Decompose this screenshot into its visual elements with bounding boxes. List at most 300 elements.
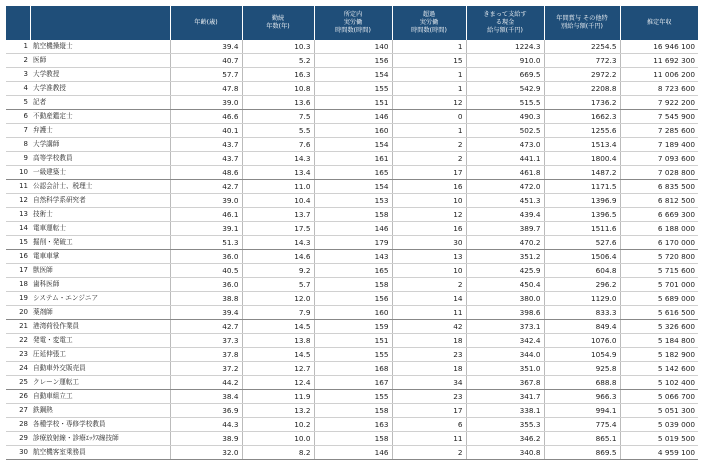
bonus-cell: 1396.9: [544, 194, 620, 208]
bonus-cell: 527.6: [544, 236, 620, 250]
overtime-hours-cell: 18: [392, 362, 466, 376]
table-row: [6, 96, 698, 110]
table-row: [6, 68, 698, 82]
age-cell: 36.0: [170, 250, 242, 264]
scheduled-hours-cell: 160: [314, 124, 392, 138]
annual-income-cell: 11 006 200: [620, 68, 698, 82]
overtime-hours-cell: 12: [392, 96, 466, 110]
overtime-hours-cell: 34: [392, 376, 466, 390]
tenure-cell: 10.4: [242, 194, 314, 208]
table-row: [6, 334, 698, 348]
age-cell: 57.7: [170, 68, 242, 82]
table-row: [6, 180, 698, 194]
annual-income-cell: 7 189 400: [620, 138, 698, 152]
bonus-cell: 688.8: [544, 376, 620, 390]
occupation-cell: 不動産鑑定士: [30, 110, 170, 124]
rank-cell: 21: [6, 320, 30, 334]
table-row: [6, 124, 698, 138]
annual-income-cell: 5 051 300: [620, 404, 698, 418]
tenure-cell: 13.8: [242, 334, 314, 348]
tenure-cell: 12.7: [242, 362, 314, 376]
age-cell: 46.6: [170, 110, 242, 124]
rank-cell: 25: [6, 376, 30, 390]
table-row: [6, 390, 698, 404]
annual-income-cell: 7 285 600: [620, 124, 698, 138]
occupation-cell: 圧延伸張工: [30, 348, 170, 362]
rank-cell: 23: [6, 348, 30, 362]
scheduled-hours-cell: 179: [314, 236, 392, 250]
occupation-cell: 公認会計士、税理士: [30, 180, 170, 194]
tenure-cell: 13.2: [242, 404, 314, 418]
monthly-salary-cell: 470.2: [466, 236, 544, 250]
monthly-salary-cell: 351.0: [466, 362, 544, 376]
monthly-salary-cell: 398.6: [466, 306, 544, 320]
age-cell: 43.7: [170, 138, 242, 152]
monthly-salary-cell: 450.4: [466, 278, 544, 292]
occupation-cell: 一級建築士: [30, 166, 170, 180]
header-age: 年齢(歳): [170, 6, 242, 40]
occupation-cell: 獣医師: [30, 264, 170, 278]
monthly-salary-cell: 373.1: [466, 320, 544, 334]
annual-income-cell: 8 723 600: [620, 82, 698, 96]
scheduled-hours-cell: 158: [314, 208, 392, 222]
table-row: [6, 446, 698, 460]
table-row: [6, 138, 698, 152]
occupation-cell: 大学准教授: [30, 82, 170, 96]
scheduled-hours-cell: 156: [314, 54, 392, 68]
bonus-cell: 1054.9: [544, 348, 620, 362]
header-monthly-salary: きまって支給す る現金 給与額(千円): [466, 6, 544, 40]
age-cell: 51.3: [170, 236, 242, 250]
overtime-hours-cell: 2: [392, 446, 466, 460]
monthly-salary-cell: 342.4: [466, 334, 544, 348]
overtime-hours-cell: 10: [392, 194, 466, 208]
tenure-cell: 12.0: [242, 292, 314, 306]
overtime-hours-cell: 1: [392, 40, 466, 54]
header-tenure: 勤続 年数(年): [242, 6, 314, 40]
tenure-cell: 12.4: [242, 376, 314, 390]
tenure-cell: 7.9: [242, 306, 314, 320]
overtime-hours-cell: 10: [392, 264, 466, 278]
table-row: [6, 292, 698, 306]
bonus-cell: 833.3: [544, 306, 620, 320]
monthly-salary-cell: 367.8: [466, 376, 544, 390]
tenure-cell: 11.9: [242, 390, 314, 404]
annual-income-cell: 6 812 500: [620, 194, 698, 208]
occupation-cell: 大学教授: [30, 68, 170, 82]
annual-income-cell: 5 701 000: [620, 278, 698, 292]
overtime-hours-cell: 1: [392, 82, 466, 96]
tenure-cell: 7.6: [242, 138, 314, 152]
overtime-hours-cell: 14: [392, 292, 466, 306]
tenure-cell: 14.6: [242, 250, 314, 264]
scheduled-hours-cell: 146: [314, 446, 392, 460]
overtime-hours-cell: 17: [392, 404, 466, 418]
bonus-cell: 1076.0: [544, 334, 620, 348]
occupation-cell: 電車車掌: [30, 250, 170, 264]
bonus-cell: 775.4: [544, 418, 620, 432]
bonus-cell: 869.5: [544, 446, 620, 460]
age-cell: 44.2: [170, 376, 242, 390]
table-body: [6, 40, 698, 460]
monthly-salary-cell: 542.9: [466, 82, 544, 96]
bonus-cell: 296.2: [544, 278, 620, 292]
annual-income-cell: 5 142 600: [620, 362, 698, 376]
table-header-row: [6, 6, 698, 40]
table-row: [6, 236, 698, 250]
overtime-hours-cell: 1: [392, 68, 466, 82]
scheduled-hours-cell: 146: [314, 110, 392, 124]
bonus-cell: 1506.4: [544, 250, 620, 264]
bonus-cell: 1800.4: [544, 152, 620, 166]
bonus-cell: 772.3: [544, 54, 620, 68]
rank-cell: 13: [6, 208, 30, 222]
tenure-cell: 17.5: [242, 222, 314, 236]
monthly-salary-cell: 340.8: [466, 446, 544, 460]
age-cell: 36.0: [170, 278, 242, 292]
bonus-cell: 1171.5: [544, 180, 620, 194]
annual-income-cell: 5 102 400: [620, 376, 698, 390]
rank-cell: 14: [6, 222, 30, 236]
age-cell: 42.7: [170, 320, 242, 334]
rank-cell: 16: [6, 250, 30, 264]
occupation-cell: 高等学校教員: [30, 152, 170, 166]
overtime-hours-cell: 2: [392, 138, 466, 152]
overtime-hours-cell: 30: [392, 236, 466, 250]
monthly-salary-cell: 380.0: [466, 292, 544, 306]
occupation-cell: 航空機操縦士: [30, 40, 170, 54]
table-row: [6, 250, 698, 264]
monthly-salary-cell: 441.1: [466, 152, 544, 166]
annual-income-cell: 7 028 800: [620, 166, 698, 180]
monthly-salary-cell: 355.3: [466, 418, 544, 432]
annual-income-cell: 5 689 000: [620, 292, 698, 306]
scheduled-hours-cell: 155: [314, 82, 392, 96]
annual-income-cell: 6 669 300: [620, 208, 698, 222]
table-row: [6, 82, 698, 96]
rank-cell: 29: [6, 432, 30, 446]
annual-income-cell: 6 170 000: [620, 236, 698, 250]
bonus-cell: 1511.6: [544, 222, 620, 236]
annual-income-cell: 5 720 800: [620, 250, 698, 264]
monthly-salary-cell: 910.0: [466, 54, 544, 68]
annual-income-cell: 5 039 000: [620, 418, 698, 432]
table-row: [6, 152, 698, 166]
age-cell: 40.5: [170, 264, 242, 278]
rank-cell: 24: [6, 362, 30, 376]
salary-table-container: [6, 6, 698, 460]
overtime-hours-cell: 1: [392, 124, 466, 138]
monthly-salary-cell: 472.0: [466, 180, 544, 194]
tenure-cell: 14.5: [242, 320, 314, 334]
monthly-salary-cell: 344.0: [466, 348, 544, 362]
bonus-cell: 1396.5: [544, 208, 620, 222]
annual-income-cell: 5 019 500: [620, 432, 698, 446]
overtime-hours-cell: 0: [392, 110, 466, 124]
tenure-cell: 14.3: [242, 152, 314, 166]
salary-ranking-table: [6, 6, 698, 460]
rank-cell: 20: [6, 306, 30, 320]
monthly-salary-cell: 425.9: [466, 264, 544, 278]
occupation-cell: 薬剤師: [30, 306, 170, 320]
annual-income-cell: 7 093 600: [620, 152, 698, 166]
occupation-cell: 歯科医師: [30, 278, 170, 292]
scheduled-hours-cell: 158: [314, 278, 392, 292]
occupation-cell: 自動車外交販売員: [30, 362, 170, 376]
table-row: [6, 208, 698, 222]
tenure-cell: 16.3: [242, 68, 314, 82]
bonus-cell: 925.8: [544, 362, 620, 376]
rank-cell: 27: [6, 404, 30, 418]
table-row: [6, 264, 698, 278]
tenure-cell: 10.8: [242, 82, 314, 96]
scheduled-hours-cell: 161: [314, 152, 392, 166]
overtime-hours-cell: 2: [392, 152, 466, 166]
table-row: [6, 40, 698, 54]
rank-cell: 15: [6, 236, 30, 250]
occupation-cell: 発電・変電工: [30, 334, 170, 348]
age-cell: 42.7: [170, 180, 242, 194]
bonus-cell: 966.3: [544, 390, 620, 404]
age-cell: 40.7: [170, 54, 242, 68]
monthly-salary-cell: 346.2: [466, 432, 544, 446]
bonus-cell: 1487.2: [544, 166, 620, 180]
age-cell: 38.4: [170, 390, 242, 404]
rank-cell: 19: [6, 292, 30, 306]
occupation-cell: 診療放射線・診療ｴｯｸｽ線技師: [30, 432, 170, 446]
rank-cell: 22: [6, 334, 30, 348]
rank-cell: 11: [6, 180, 30, 194]
rank-cell: 30: [6, 446, 30, 460]
age-cell: 43.7: [170, 152, 242, 166]
age-cell: 37.3: [170, 334, 242, 348]
monthly-salary-cell: 451.3: [466, 194, 544, 208]
annual-income-cell: 6 188 000: [620, 222, 698, 236]
annual-income-cell: 5 182 900: [620, 348, 698, 362]
overtime-hours-cell: 13: [392, 250, 466, 264]
age-cell: 32.0: [170, 446, 242, 460]
bonus-cell: 1255.6: [544, 124, 620, 138]
annual-income-cell: 11 692 300: [620, 54, 698, 68]
age-cell: 40.1: [170, 124, 242, 138]
scheduled-hours-cell: 165: [314, 166, 392, 180]
occupation-cell: システム・エンジニア: [30, 292, 170, 306]
age-cell: 37.2: [170, 362, 242, 376]
rank-cell: 6: [6, 110, 30, 124]
monthly-salary-cell: 351.2: [466, 250, 544, 264]
overtime-hours-cell: 23: [392, 390, 466, 404]
overtime-hours-cell: 18: [392, 334, 466, 348]
header-annual-income: 推定年収: [620, 6, 698, 40]
rank-cell: 7: [6, 124, 30, 138]
occupation-cell: 航空機客室乗務員: [30, 446, 170, 460]
overtime-hours-cell: 15: [392, 54, 466, 68]
rank-cell: 8: [6, 138, 30, 152]
age-cell: 39.4: [170, 40, 242, 54]
occupation-cell: 医師: [30, 54, 170, 68]
occupation-cell: 各種学校・専修学校教員: [30, 418, 170, 432]
age-cell: 38.8: [170, 292, 242, 306]
monthly-salary-cell: 473.0: [466, 138, 544, 152]
table-row: [6, 54, 698, 68]
scheduled-hours-cell: 158: [314, 432, 392, 446]
overtime-hours-cell: 11: [392, 432, 466, 446]
age-cell: 36.9: [170, 404, 242, 418]
tenure-cell: 5.2: [242, 54, 314, 68]
scheduled-hours-cell: 160: [314, 306, 392, 320]
age-cell: 37.8: [170, 348, 242, 362]
tenure-cell: 9.2: [242, 264, 314, 278]
occupation-cell: 鉄鋼熱: [30, 404, 170, 418]
table-row: [6, 348, 698, 362]
overtime-hours-cell: 16: [392, 180, 466, 194]
age-cell: 47.8: [170, 82, 242, 96]
age-cell: 44.3: [170, 418, 242, 432]
table-row: [6, 362, 698, 376]
occupation-cell: 港湾荷役作業員: [30, 320, 170, 334]
table-row: [6, 166, 698, 180]
occupation-cell: 自然科学系研究者: [30, 194, 170, 208]
table-row: [6, 306, 698, 320]
scheduled-hours-cell: 151: [314, 334, 392, 348]
age-cell: 46.1: [170, 208, 242, 222]
monthly-salary-cell: 502.5: [466, 124, 544, 138]
annual-income-cell: 5 616 500: [620, 306, 698, 320]
scheduled-hours-cell: 165: [314, 264, 392, 278]
annual-income-cell: 5 184 800: [620, 334, 698, 348]
scheduled-hours-cell: 155: [314, 348, 392, 362]
monthly-salary-cell: 338.1: [466, 404, 544, 418]
tenure-cell: 5.5: [242, 124, 314, 138]
occupation-cell: 技術士: [30, 208, 170, 222]
tenure-cell: 11.0: [242, 180, 314, 194]
tenure-cell: 10.2: [242, 418, 314, 432]
table-row: [6, 222, 698, 236]
bonus-cell: 994.1: [544, 404, 620, 418]
scheduled-hours-cell: 155: [314, 390, 392, 404]
overtime-hours-cell: 23: [392, 348, 466, 362]
overtime-hours-cell: 6: [392, 418, 466, 432]
bonus-cell: 2254.5: [544, 40, 620, 54]
table-row: [6, 194, 698, 208]
tenure-cell: 5.7: [242, 278, 314, 292]
rank-cell: 18: [6, 278, 30, 292]
bonus-cell: 2972.2: [544, 68, 620, 82]
tenure-cell: 13.7: [242, 208, 314, 222]
overtime-hours-cell: 12: [392, 208, 466, 222]
overtime-hours-cell: 11: [392, 306, 466, 320]
header-bonus: 年間賞与 その他特 別給与額(千円): [544, 6, 620, 40]
monthly-salary-cell: 1224.3: [466, 40, 544, 54]
table-row: [6, 376, 698, 390]
bonus-cell: 849.4: [544, 320, 620, 334]
tenure-cell: 10.0: [242, 432, 314, 446]
scheduled-hours-cell: 159: [314, 320, 392, 334]
tenure-cell: 14.3: [242, 236, 314, 250]
scheduled-hours-cell: 154: [314, 138, 392, 152]
tenure-cell: 13.4: [242, 166, 314, 180]
tenure-cell: 8.2: [242, 446, 314, 460]
scheduled-hours-cell: 140: [314, 40, 392, 54]
age-cell: 39.4: [170, 306, 242, 320]
monthly-salary-cell: 461.8: [466, 166, 544, 180]
rank-cell: 28: [6, 418, 30, 432]
annual-income-cell: 5 326 600: [620, 320, 698, 334]
rank-cell: 10: [6, 166, 30, 180]
annual-income-cell: 7 922 200: [620, 96, 698, 110]
occupation-cell: 掘削・発破工: [30, 236, 170, 250]
scheduled-hours-cell: 158: [314, 404, 392, 418]
scheduled-hours-cell: 154: [314, 180, 392, 194]
age-cell: 38.9: [170, 432, 242, 446]
bonus-cell: 1513.4: [544, 138, 620, 152]
scheduled-hours-cell: 151: [314, 96, 392, 110]
bonus-cell: 1736.2: [544, 96, 620, 110]
occupation-cell: 電車運転士: [30, 222, 170, 236]
annual-income-cell: 5 715 600: [620, 264, 698, 278]
rank-cell: 1: [6, 40, 30, 54]
table-row: [6, 278, 698, 292]
monthly-salary-cell: 439.4: [466, 208, 544, 222]
scheduled-hours-cell: 143: [314, 250, 392, 264]
age-cell: 48.6: [170, 166, 242, 180]
scheduled-hours-cell: 146: [314, 222, 392, 236]
monthly-salary-cell: 490.3: [466, 110, 544, 124]
rank-cell: 9: [6, 152, 30, 166]
tenure-cell: 13.6: [242, 96, 314, 110]
tenure-cell: 7.5: [242, 110, 314, 124]
bonus-cell: 1662.3: [544, 110, 620, 124]
header-occupation: [30, 6, 170, 40]
annual-income-cell: 6 835 500: [620, 180, 698, 194]
overtime-hours-cell: 16: [392, 222, 466, 236]
rank-cell: 5: [6, 96, 30, 110]
age-cell: 39.0: [170, 96, 242, 110]
bonus-cell: 2208.8: [544, 82, 620, 96]
table-row: [6, 320, 698, 334]
tenure-cell: 10.3: [242, 40, 314, 54]
annual-income-cell: 16 946 100: [620, 40, 698, 54]
scheduled-hours-cell: 167: [314, 376, 392, 390]
occupation-cell: 自動車組立工: [30, 390, 170, 404]
age-cell: 39.0: [170, 194, 242, 208]
rank-cell: 4: [6, 82, 30, 96]
occupation-cell: 大学講師: [30, 138, 170, 152]
monthly-salary-cell: 389.7: [466, 222, 544, 236]
table-row: [6, 418, 698, 432]
rank-cell: 17: [6, 264, 30, 278]
scheduled-hours-cell: 153: [314, 194, 392, 208]
header-overtime-hours: 超過 実労働 時間数(時間): [392, 6, 466, 40]
annual-income-cell: 4 959 100: [620, 446, 698, 460]
rank-cell: 26: [6, 390, 30, 404]
table-row: [6, 432, 698, 446]
occupation-cell: 記者: [30, 96, 170, 110]
monthly-salary-cell: 341.7: [466, 390, 544, 404]
header-scheduled-hours: 所定内 実労働 時間数(時間): [314, 6, 392, 40]
scheduled-hours-cell: 156: [314, 292, 392, 306]
tenure-cell: 14.5: [242, 348, 314, 362]
rank-cell: 12: [6, 194, 30, 208]
annual-income-cell: 5 066 700: [620, 390, 698, 404]
overtime-hours-cell: 2: [392, 278, 466, 292]
rank-cell: 3: [6, 68, 30, 82]
bonus-cell: 1129.0: [544, 292, 620, 306]
table-row: [6, 404, 698, 418]
overtime-hours-cell: 42: [392, 320, 466, 334]
bonus-cell: 604.8: [544, 264, 620, 278]
monthly-salary-cell: 515.5: [466, 96, 544, 110]
